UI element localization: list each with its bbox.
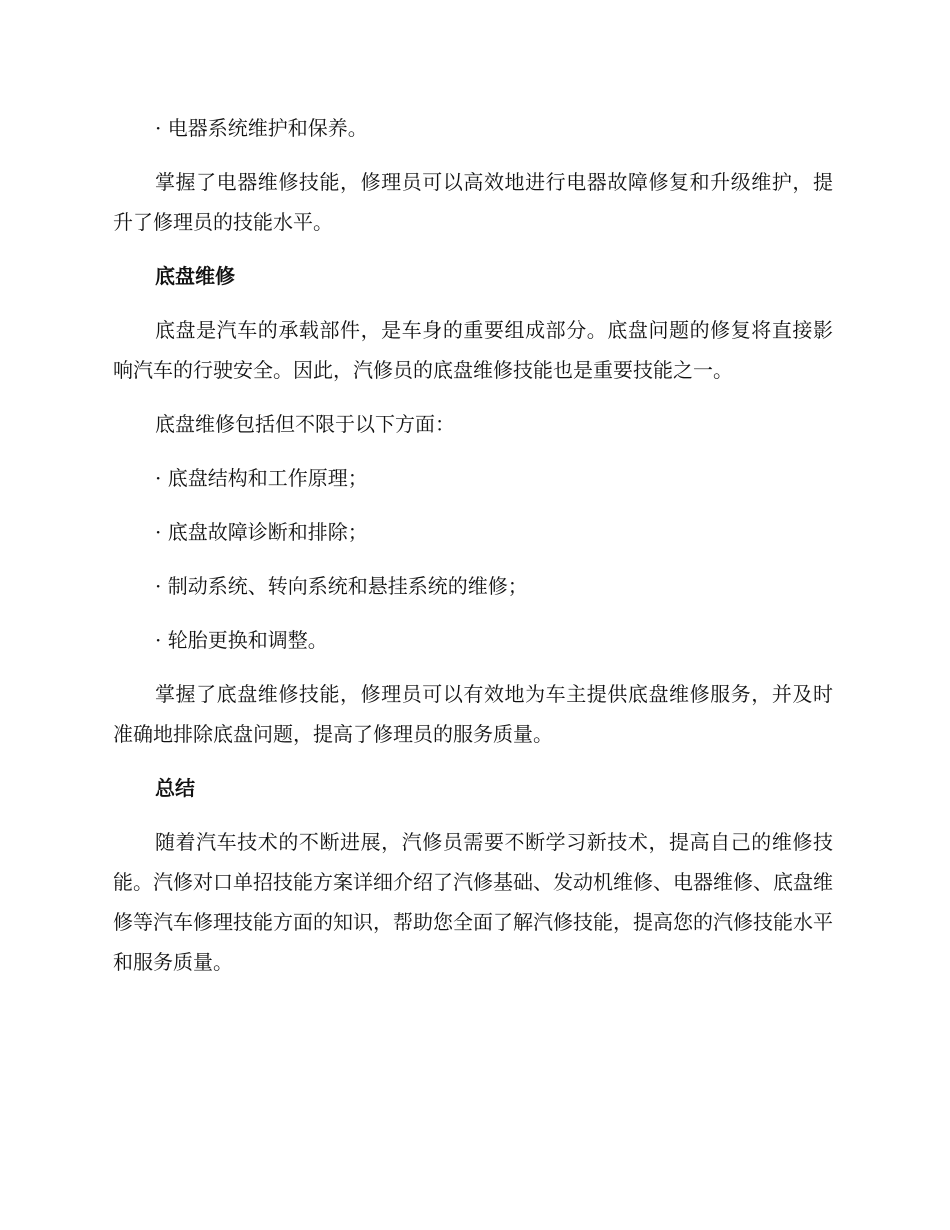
paragraph-chassis-scope: 底盘维修包括但不限于以下方面：	[155, 412, 455, 436]
bullet-tire-replacement: · 轮胎更换和调整。	[155, 628, 328, 652]
paragraph-electrical-summary: 掌握了电器维修技能，修理员可以高效地进行电器故障修复和升级维护，提升了修理员的技能水平。	[113, 170, 833, 234]
document-body	[113, 108, 833, 996]
paragraph-chassis-summary: 掌握了底盘维修技能，修理员可以有效地为车主提供底盘维修服务，并及时准确地排除底盘问题，提高了修理员的服务质量。	[113, 682, 833, 746]
bullet-electrical-maintenance: · 电器系统维护和保养。	[155, 116, 368, 140]
paragraph-conclusion: 随着汽车技术的不断进展，汽修员需要不断学习新技术，提高自己的维修技能。汽修对口单招技能方案详细介绍了汽修基础、发动机维修、电器维修、底盘维修等汽车修理技能方面的知识，帮助您全面了解汽修技能，提高您的汽修技能水平和服务质量。	[113, 830, 833, 974]
bullet-chassis-diagnosis: · 底盘故障诊断和排除；	[155, 520, 368, 544]
heading-conclusion: 总结	[155, 776, 195, 800]
paragraph-chassis-intro: 底盘是汽车的承载部件，是车身的重要组成部分。底盘问题的修复将直接影响汽车的行驶安全。因此，汽修员的底盘维修技能也是重要技能之一。	[113, 318, 833, 382]
bullet-chassis-structure: · 底盘结构和工作原理；	[155, 466, 368, 490]
bullet-brake-steering-suspension: · 制动系统、转向系统和悬挂系统的维修；	[155, 574, 528, 598]
heading-chassis-repair: 底盘维修	[155, 264, 235, 288]
